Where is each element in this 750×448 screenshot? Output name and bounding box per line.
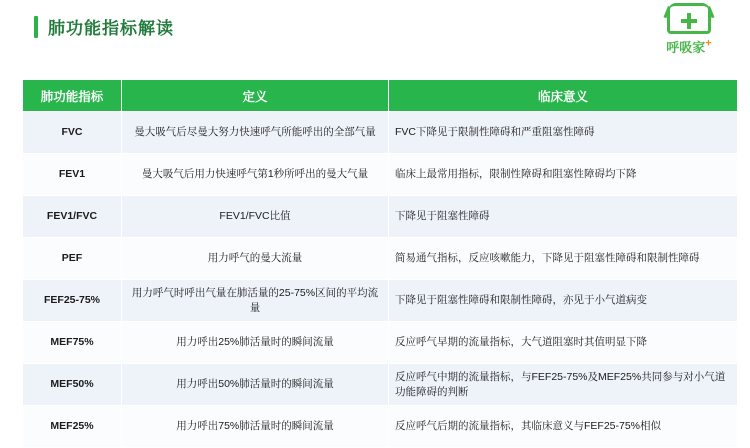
column-header-definition: 定义 xyxy=(122,80,389,112)
cell-clinical: 反应呼气早期的流量指标，大气道阻塞时其值明显下降 xyxy=(389,322,738,364)
table-header-row xyxy=(23,80,738,112)
table-header xyxy=(23,80,738,112)
logo-brand-name xyxy=(666,37,711,56)
cell-metric: MEF75% xyxy=(23,322,122,364)
cell-clinical: 下降见于阻塞性障碍和限制性障碍，亦见于小气道病变 xyxy=(389,280,738,322)
cell-metric: FEV1/FVC xyxy=(23,196,122,238)
cell-definition: FEV1/FVC比值 xyxy=(122,196,389,238)
table-row xyxy=(23,322,738,364)
cell-metric: FEF25-75% xyxy=(23,280,122,322)
column-header-metric: 肺功能指标 xyxy=(23,80,122,112)
table-row xyxy=(23,154,738,196)
lung-function-table xyxy=(22,79,738,448)
cell-clinical: 反应呼气中期的流量指标，与FEF25-75%及MEF25%共同参与对小气道功能障碍的判断 xyxy=(389,364,738,406)
cell-definition: 曼大吸气后用力快速呼气第1秒所呼出的曼大气量 xyxy=(122,154,389,196)
cell-clinical: FVC下降见于限制性障碍和严重阻塞性障碍 xyxy=(389,112,738,154)
cell-metric: PEF xyxy=(23,238,122,280)
table-row xyxy=(23,196,738,238)
house-medical-logo-icon xyxy=(667,8,711,34)
cell-clinical: 反应呼气后期的流量指标，其临床意义与FEF25-75%相似 xyxy=(389,406,738,448)
cell-clinical: 下降见于阻塞性障碍 xyxy=(389,196,738,238)
cell-definition: 用力呼出75%肺活量时的瞬间流量 xyxy=(122,406,389,448)
column-header-clinical: 临床意义 xyxy=(389,80,738,112)
logo-brand-label: 呼吸家 xyxy=(666,40,706,55)
cell-metric: MEF50% xyxy=(23,364,122,406)
page-title xyxy=(34,14,174,39)
cell-definition: 用力呼出50%肺活量时的瞬间流量 xyxy=(122,364,389,406)
page-title-text: 肺功能指标解读 xyxy=(48,19,174,38)
cell-metric: FVC xyxy=(23,112,122,154)
cell-metric: MEF25% xyxy=(23,406,122,448)
cell-definition: 用力呼气的曼大流量 xyxy=(122,238,389,280)
cell-definition: 用力呼出25%肺活量时的瞬间流量 xyxy=(122,322,389,364)
title-accent-bar xyxy=(34,16,38,38)
table-row xyxy=(23,280,738,322)
cell-definition: 曼大吸气后尽曼大努力快速呼气所能呼出的全部气量 xyxy=(122,112,389,154)
cell-definition: 用力呼气时呼出气量在肺活量的25-75%区间的平均流量 xyxy=(122,280,389,322)
logo-plus-mark: + xyxy=(705,37,712,50)
table-row xyxy=(23,406,738,448)
cell-clinical: 简易通气指标，反应咳嗽能力，下降见于阻塞性障碍和限制性障碍 xyxy=(389,238,738,280)
cell-clinical: 临床上最常用指标，限制性障碍和阻塞性障碍均下降 xyxy=(389,154,738,196)
table-body xyxy=(23,112,738,448)
brand-logo xyxy=(646,8,732,56)
cell-metric: FEV1 xyxy=(23,154,122,196)
table-row xyxy=(23,112,738,154)
table-row xyxy=(23,238,738,280)
table-row xyxy=(23,364,738,406)
